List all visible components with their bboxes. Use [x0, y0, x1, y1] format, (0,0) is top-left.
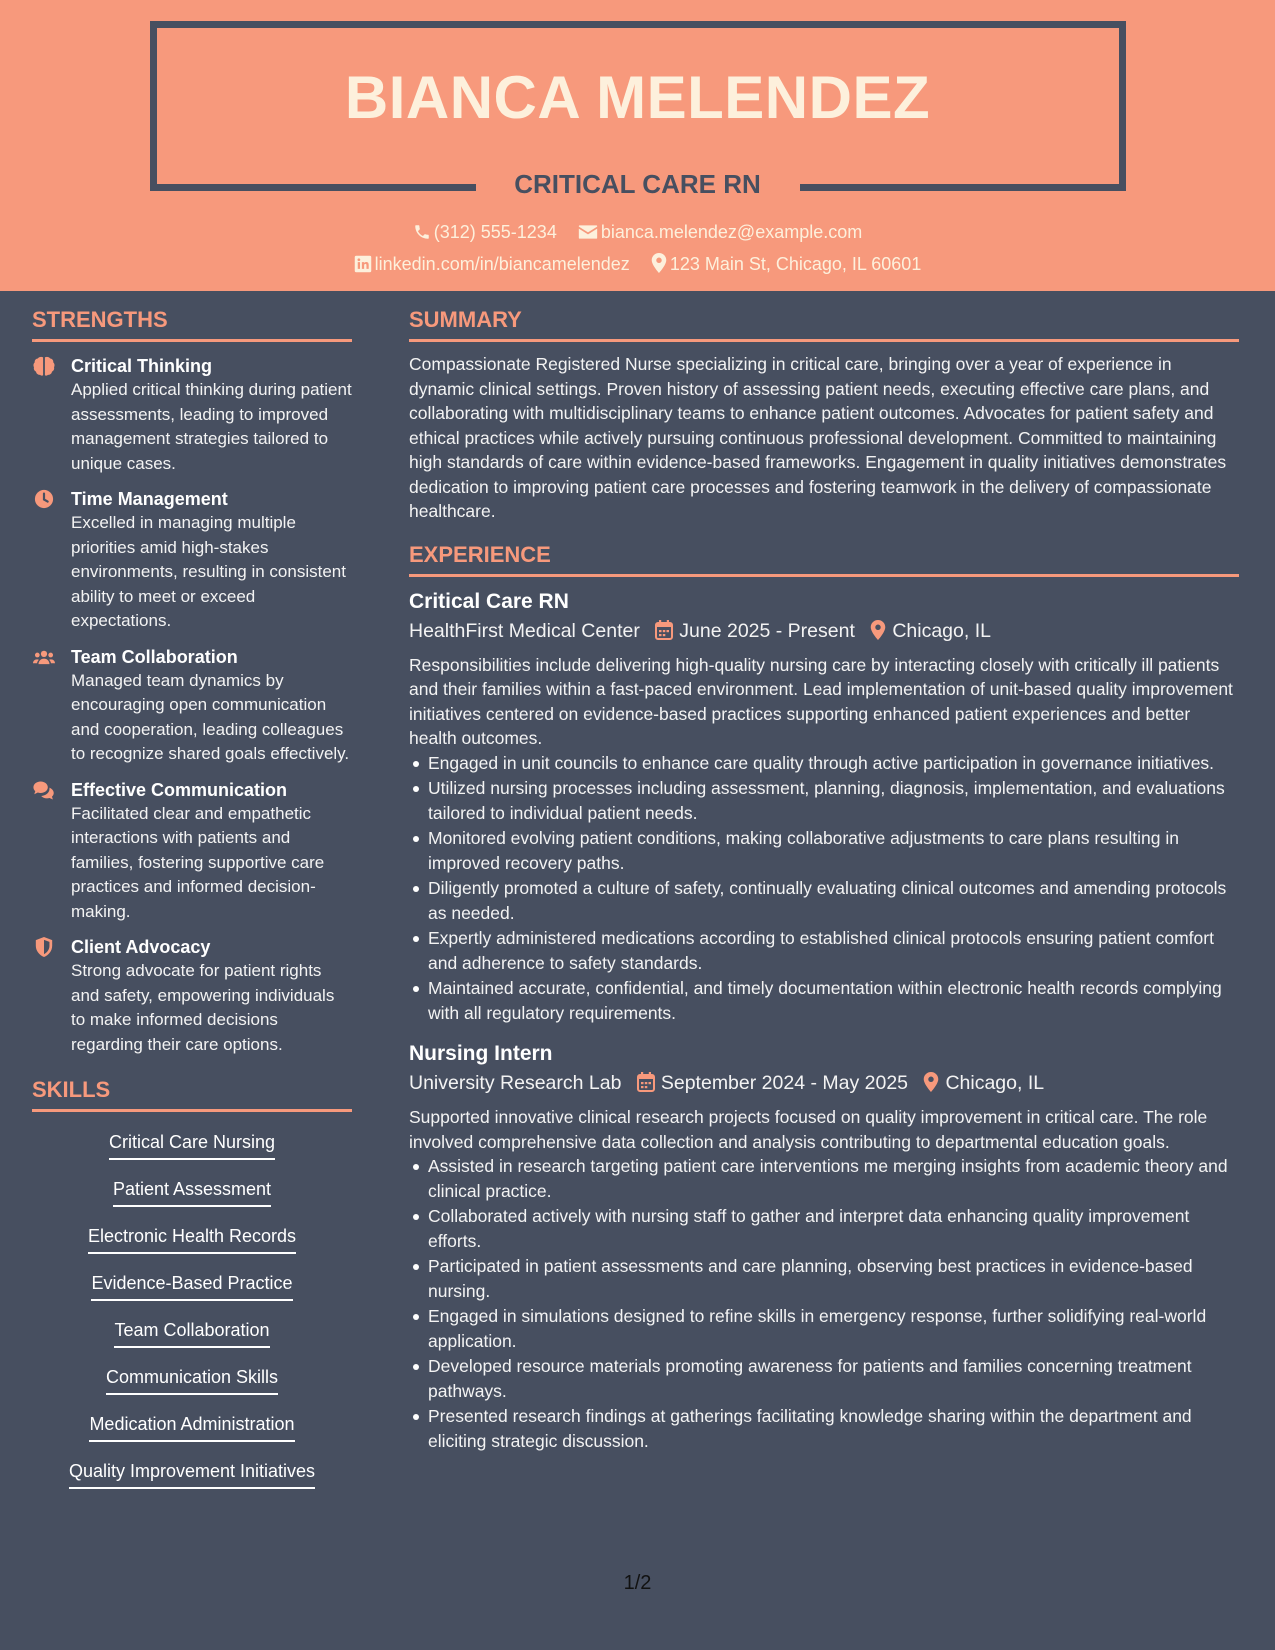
list-item: Assisted in research targeting patient care interventions me merging insights from academic theory and clinical practice.: [428, 1154, 1239, 1203]
job-company: University Research Lab: [409, 1072, 622, 1094]
strength-description: Managed team dynamics by encouraging open communication and cooperation, leading colleagues to recognize shared goals effectively.: [71, 670, 350, 763]
list-item: Participated in patient assessments and care planning, observing best practices in evidence-based nursing.: [428, 1254, 1239, 1303]
main-content: [409, 305, 1239, 1467]
strength-name: Client Advocacy: [71, 937, 211, 957]
experience-heading: EXPERIENCE: [409, 540, 1239, 577]
map-pin-icon: [870, 620, 886, 640]
page-number: 1/2: [623, 1572, 652, 1594]
strength-item: [32, 487, 352, 634]
strength-item: [32, 354, 352, 476]
strength-name: Critical Thinking: [71, 356, 213, 376]
list-item: Engaged in simulations designed to refine skills in emergency response, further solidifying real-world application.: [428, 1304, 1239, 1353]
job-title: Nursing Intern: [409, 1042, 553, 1065]
email-text: bianca.melendez@example.com: [600, 222, 863, 242]
phone-icon: [413, 223, 431, 241]
sidebar: [32, 305, 352, 1506]
job-company: HealthFirst Medical Center: [409, 619, 640, 642]
list-item: Monitored evolving patient conditions, making collaborative adjustments to care plans resulting in improved recovery paths.: [428, 826, 1239, 875]
candidate-role: CRITICAL CARE RN: [514, 169, 761, 199]
envelope-icon: [578, 223, 598, 241]
linkedin-contact[interactable]: [354, 252, 630, 276]
skill-list: [32, 1130, 352, 1506]
list-item: Developed resource materials promoting awareness for patients and families concerning treatment pathways.: [428, 1354, 1239, 1403]
list-item: Utilized nursing processes including assessment, planning, diagnosis, implementation, and evaluations tailored to individual patient needs.: [428, 776, 1239, 825]
address-contact: [651, 252, 922, 276]
strength-description: Strong advocate for patient rights and safety, empowering individuals to make informed decisions regarding their care options.: [71, 961, 335, 1054]
job-dates: June 2025 - Present: [679, 619, 855, 642]
summary-heading: SUMMARY: [409, 305, 1239, 342]
email-contact[interactable]: [578, 220, 862, 244]
list-item: Collaborated actively with nursing staff to gather and interpret data enhancing quality improvement efforts.: [428, 1204, 1239, 1253]
brain-icon: [33, 356, 55, 376]
skill-tag: Communication Skills: [106, 1365, 278, 1395]
skill-tag: Team Collaboration: [114, 1318, 269, 1348]
job-bullets: [428, 751, 1239, 1026]
job-meta: [409, 617, 1239, 645]
strength-name: Time Management: [71, 489, 228, 509]
strength-item: [32, 778, 352, 925]
strength-name: Effective Communication: [71, 779, 288, 800]
skill-tag: Patient Assessment: [113, 1177, 271, 1207]
contact-row-2: [0, 252, 1275, 276]
phone-contact[interactable]: [413, 220, 557, 244]
skill-tag: Critical Care Nursing: [109, 1130, 275, 1160]
strength-item: [32, 645, 352, 767]
job-location: Chicago, IL: [892, 619, 991, 642]
calendar-icon: [655, 620, 673, 640]
map-pin-icon: [651, 253, 667, 273]
skill-tag: Quality Improvement Initiatives: [69, 1459, 315, 1489]
job-entry: [409, 1039, 1239, 1453]
linkedin-icon: [354, 255, 372, 273]
job-bullets: [428, 1154, 1239, 1453]
job-dates: September 2024 - May 2025: [660, 1072, 909, 1094]
map-pin-icon: [923, 1072, 939, 1092]
job-entry: [409, 587, 1239, 1026]
list-item: Engaged in unit councils to enhance care quality through active participation in governance initiatives.: [428, 751, 1239, 776]
strength-item: [32, 935, 352, 1057]
resume-header: [0, 0, 1275, 291]
job-description: Responsibilities include delivering high-quality nursing care by interacting closely with critically ill patients and their families within a fast-paced environment. Lead implementation of unit-based quality improvement initiatives centered on evidence-based practices supporting enhanced patient experiences and better health outcomes.: [409, 654, 1233, 748]
strength-description: Applied critical thinking during patient assessments, leading to improved management strategies tailored to unique cases.: [71, 380, 352, 473]
skill-tag: Medication Administration: [89, 1412, 294, 1442]
comments-icon: [33, 780, 55, 800]
job-description: Supported innovative clinical research projects focused on quality improvement in critical care. The role involved comprehensive data collection and analysis contributing to departmental education goals.: [409, 1107, 1208, 1152]
list-item: Diligently promoted a culture of safety, continually evaluating clinical outcomes and amending protocols as needed.: [428, 876, 1239, 925]
skill-tag: Electronic Health Records: [88, 1224, 296, 1254]
job-location: Chicago, IL: [945, 1072, 1045, 1094]
list-item: Presented research findings at gatherings facilitating knowledge sharing within the department and eliciting strategic discussion.: [428, 1404, 1239, 1453]
job-title: Critical Care RN: [409, 589, 569, 613]
strength-description: Excelled in managing multiple priorities amid high-stakes environments, resulting in consistent ability to meet or exceed expectations.: [71, 513, 346, 630]
clock-icon: [33, 489, 55, 509]
list-item: Maintained accurate, confidential, and timely documentation within electronic health records complying with all regulatory requirements.: [428, 976, 1239, 1025]
strength-description: Facilitated clear and empathetic interactions with patients and families, fostering supportive care practices and informed decision-making.: [71, 803, 325, 921]
summary-text: Compassionate Registered Nurse specializing in critical care, bringing over a year of experience in dynamic clinical settings. Proven history of assessing patient needs, executing effective care plans, and collaborating with multidisciplinary teams to enhance patient outcomes. Advocates for patient safety and ethical practices while actively pursuing continuous professional development. Committed to maintaining high standards of care within evidence-based frameworks. Engagement in quality initiatives demonstrates dedication to improving patient care processes and fostering teamwork in the delivery of compassionate healthcare.: [409, 354, 1227, 521]
address-text: 123 Main St, Chicago, IL 60601: [669, 254, 922, 274]
strength-name: Team Collaboration: [71, 646, 238, 667]
skills-heading: SKILLS: [32, 1075, 352, 1112]
phone-text: (312) 555-1234: [433, 222, 557, 242]
contact-row-1: [0, 220, 1275, 244]
calendar-icon: [637, 1072, 655, 1092]
users-icon: [33, 647, 55, 667]
candidate-name: BIANCA MELENDEZ: [344, 64, 931, 131]
strengths-heading: STRENGTHS: [32, 305, 352, 342]
skill-tag: Evidence-Based Practice: [91, 1271, 292, 1301]
shield-icon: [33, 937, 55, 957]
job-meta: [409, 1069, 1239, 1097]
list-item: Expertly administered medications according to established clinical protocols ensuring patient comfort and adherence to safety standards.: [428, 926, 1239, 975]
linkedin-text: linkedin.com/in/biancamelendez: [374, 254, 630, 274]
